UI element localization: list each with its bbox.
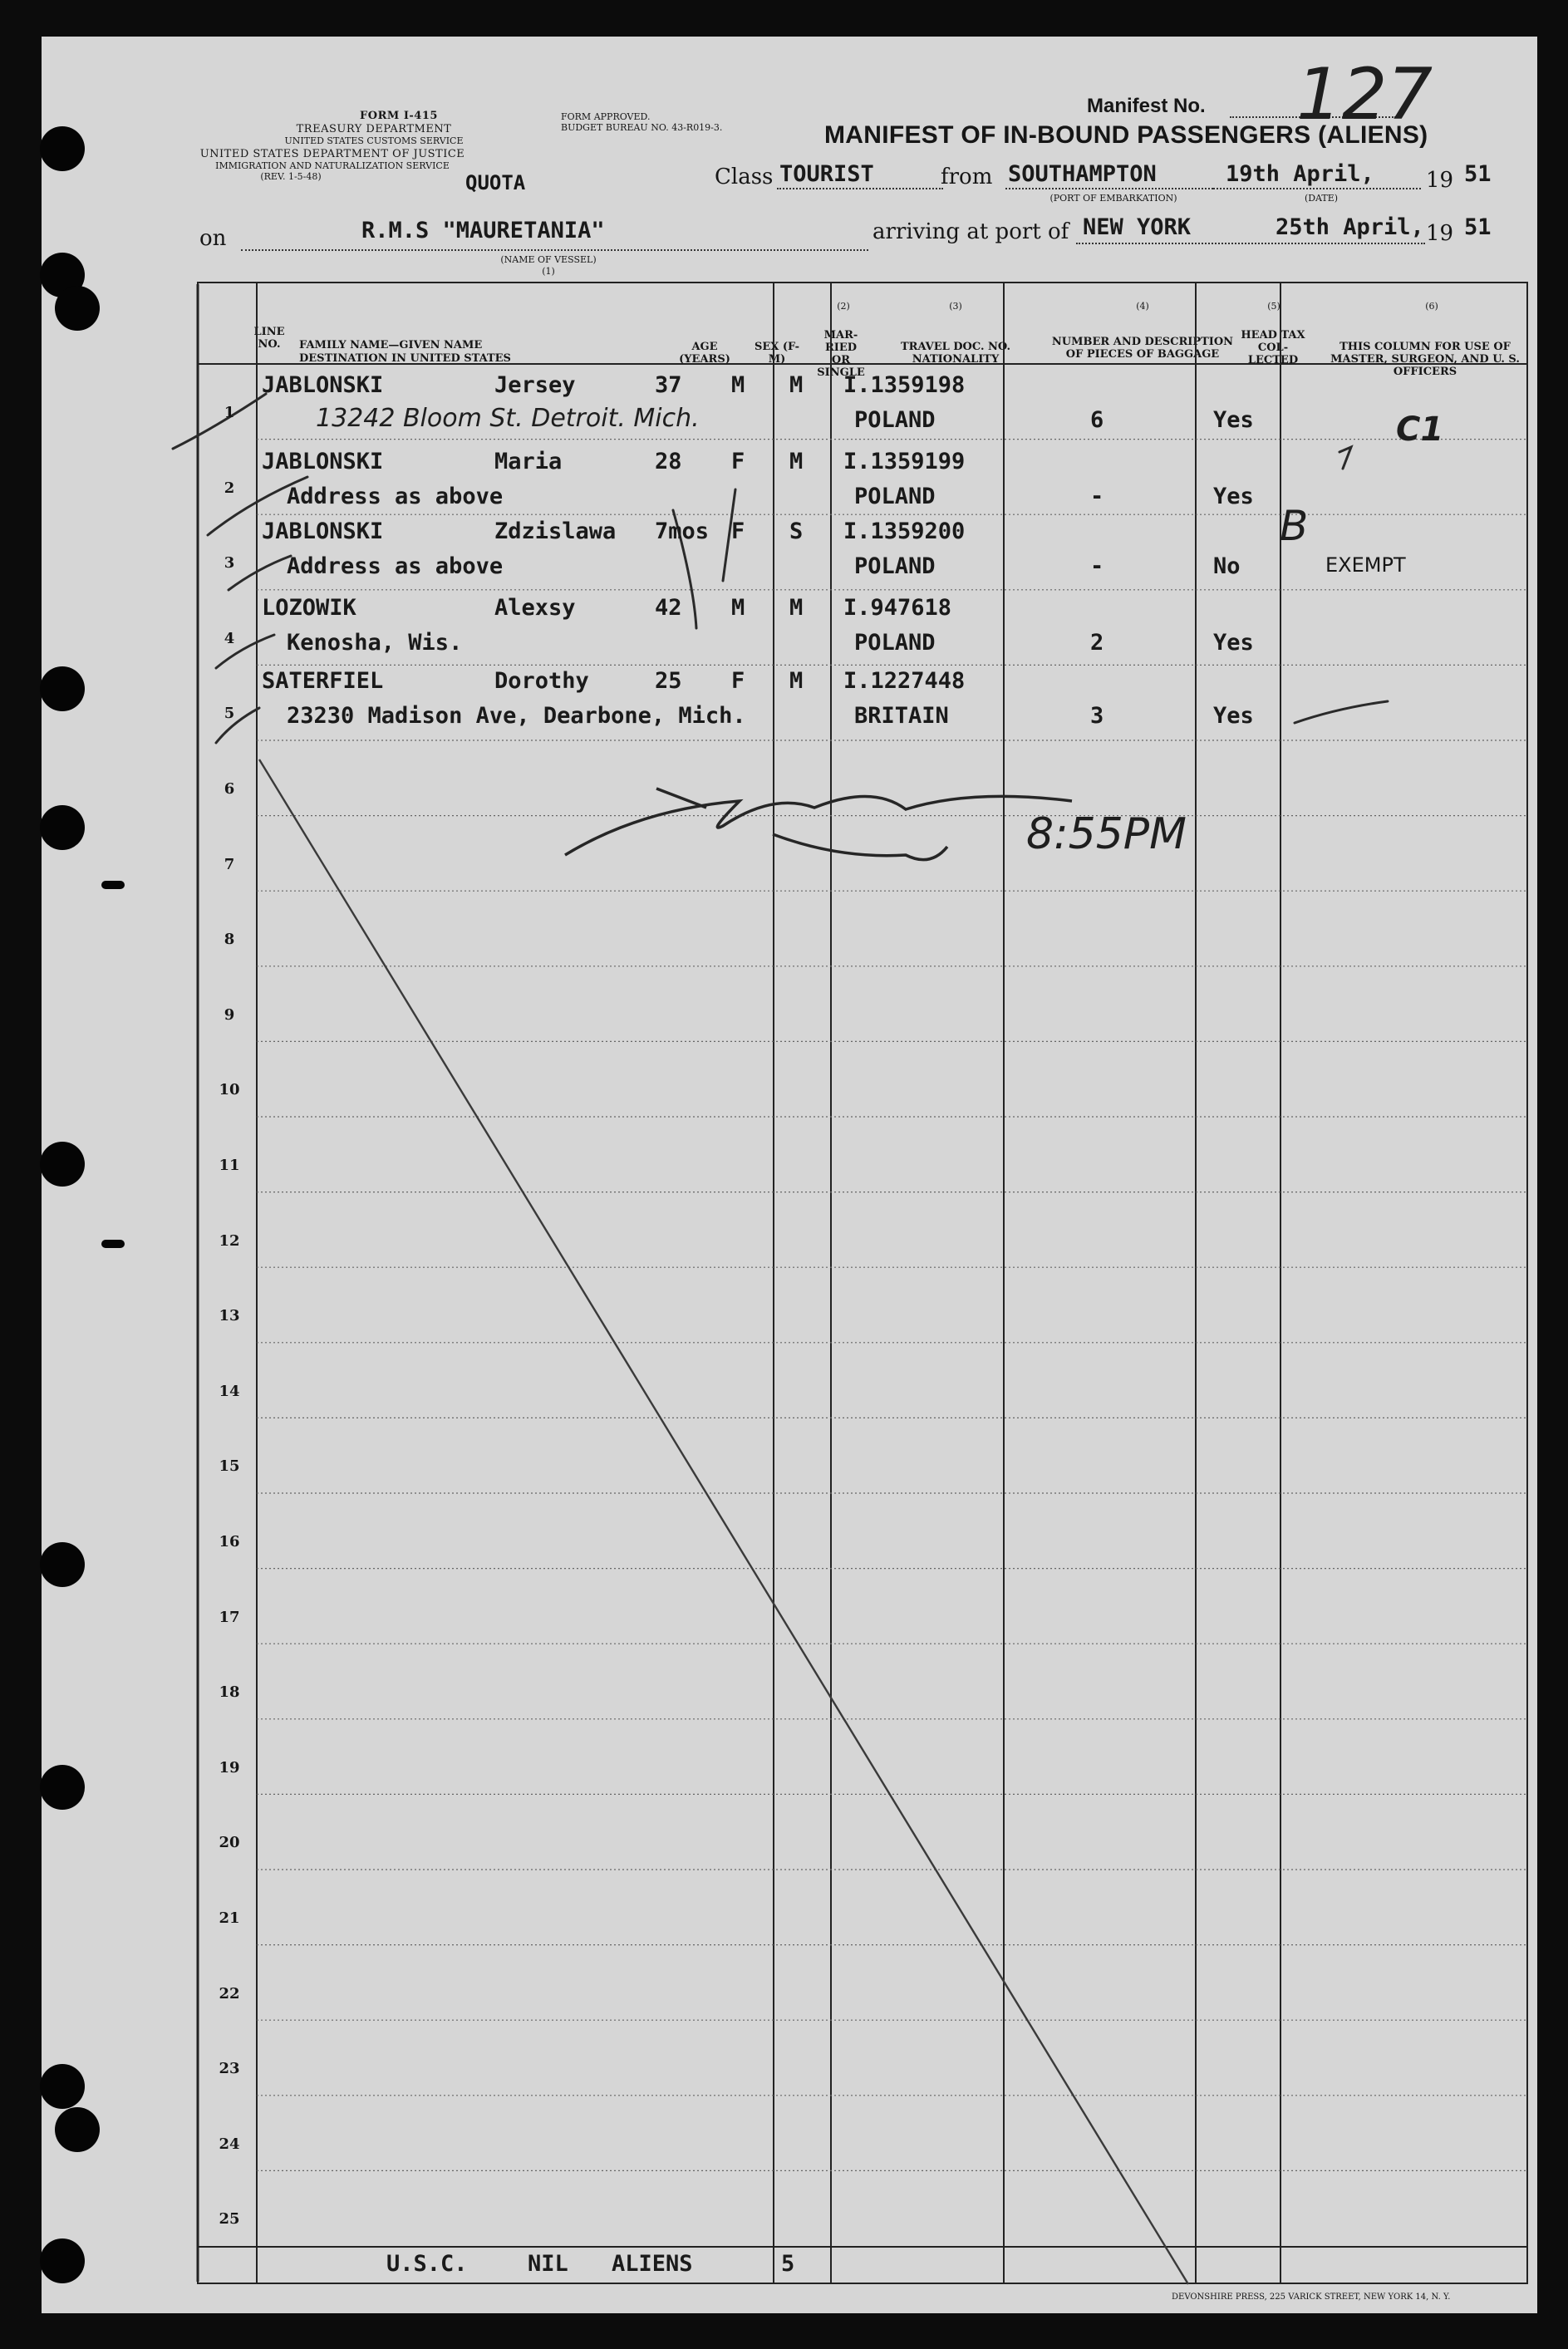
passenger-nationality: POLAND bbox=[854, 553, 936, 579]
passenger-destination: Kenosha, Wis. bbox=[287, 630, 463, 656]
col-sex-header: SEX (F-M) bbox=[754, 341, 800, 366]
passenger-sex: F bbox=[731, 518, 745, 544]
passenger-doc: I.1359198 bbox=[843, 372, 966, 398]
col-num-3: (3) bbox=[949, 301, 962, 312]
col-officers-header: THIS COLUMN FOR USE OF MASTER, SURGEON, AND U. S. OFFICERS bbox=[1330, 341, 1520, 378]
customs-service: UNITED STATES CUSTOMS SERVICE bbox=[284, 135, 464, 146]
col-num-4: (4) bbox=[1136, 301, 1149, 312]
passenger-given: Dorothy bbox=[494, 668, 589, 694]
immigration-service: IMMIGRATION AND NATURALIZATION SERVICE bbox=[215, 160, 450, 171]
line-number: 7 bbox=[224, 855, 235, 873]
form-revision: (REV. 1-5-48) bbox=[260, 171, 322, 182]
printer-credit: DEVONSHIRE PRESS, 225 VARICK STREET, NEW YORK 14, N. Y. bbox=[1172, 2292, 1451, 2302]
budget-bureau: BUDGET BUREAU NO. 43-R019-3. bbox=[561, 122, 723, 133]
col-age-header: AGE (YEARS) bbox=[679, 341, 730, 366]
footer-total: 5 bbox=[781, 2251, 795, 2277]
page-title: MANIFEST OF IN-BOUND PASSENGERS (ALIENS) bbox=[824, 121, 1428, 149]
passenger-family: JABLONSKI bbox=[262, 449, 384, 474]
vessel-col-num: (1) bbox=[542, 266, 555, 277]
passenger-marital: M bbox=[789, 668, 804, 694]
line-number: 15 bbox=[219, 1457, 240, 1476]
arriving-label: arriving at port of bbox=[872, 219, 1069, 244]
form-approved: FORM APPROVED. bbox=[561, 111, 651, 122]
line-number: 1 bbox=[224, 404, 235, 421]
manifest-page bbox=[42, 37, 1537, 2313]
line-number: 24 bbox=[219, 2135, 240, 2153]
line-number: 9 bbox=[224, 1005, 235, 1024]
line-number: 23 bbox=[219, 2060, 240, 2078]
passenger-age: 37 bbox=[655, 372, 682, 398]
col-destination-header: DESTINATION IN UNITED STATES bbox=[299, 352, 511, 365]
line-number: 25 bbox=[219, 2210, 240, 2229]
line-number: 5 bbox=[224, 705, 235, 723]
embark-year: 51 bbox=[1464, 161, 1492, 187]
tax-note-b: B bbox=[1280, 502, 1309, 550]
exempt-note: EXEMPT bbox=[1325, 553, 1406, 577]
line-number: 14 bbox=[219, 1382, 240, 1400]
col-travel-doc-header: TRAVEL DOC. NO. NATIONALITY bbox=[900, 341, 1011, 366]
passenger-family: SATERFIEL bbox=[262, 668, 384, 694]
passenger-destination: 23230 Madison Ave, Dearbone, Mich. bbox=[287, 703, 746, 729]
arrival-year: 51 bbox=[1464, 214, 1492, 240]
passenger-given: Alexsy bbox=[494, 595, 576, 621]
passenger-tax: Yes bbox=[1213, 630, 1254, 656]
line-number: 16 bbox=[219, 1533, 240, 1550]
class-label: Class bbox=[715, 165, 774, 189]
passenger-baggage: 3 bbox=[1090, 703, 1104, 729]
passenger-given: Maria bbox=[494, 449, 563, 474]
passenger-marital: M bbox=[789, 372, 804, 398]
col-married-header: MAR-RIED OR SINGLE bbox=[817, 329, 865, 379]
quota-label: QUOTA bbox=[465, 171, 526, 194]
passenger-nationality: BRITAIN bbox=[854, 703, 949, 729]
time-note: 8:55PM bbox=[1026, 809, 1187, 859]
arrival-year-prefix: 19 bbox=[1426, 221, 1454, 246]
arrival-port: NEW YORK bbox=[1083, 214, 1192, 240]
vessel-caption: (NAME OF VESSEL) bbox=[500, 254, 597, 265]
col-head-tax-header: HEAD TAX COL-LECTED bbox=[1241, 329, 1305, 366]
passenger-baggage: 6 bbox=[1090, 407, 1104, 433]
col-num-2: (2) bbox=[837, 301, 850, 312]
footer-nil: NIL bbox=[528, 2251, 568, 2277]
line-number: 6 bbox=[224, 780, 235, 798]
col-num-5: (5) bbox=[1267, 301, 1280, 312]
date-caption: (DATE) bbox=[1304, 193, 1339, 204]
passenger-tax: No bbox=[1213, 553, 1241, 579]
passenger-age: 7mos bbox=[655, 518, 710, 544]
passenger-family: JABLONSKI bbox=[262, 518, 384, 544]
embarkation-date: 19th April, bbox=[1226, 161, 1374, 187]
passenger-sex: M bbox=[731, 595, 745, 621]
passenger-baggage: - bbox=[1090, 553, 1104, 579]
passenger-family: LOZOWIK bbox=[262, 595, 356, 621]
justice-department: UNITED STATES DEPARTMENT OF JUSTICE bbox=[199, 148, 465, 160]
passenger-destination: Address as above bbox=[287, 484, 504, 509]
passenger-nationality: POLAND bbox=[854, 407, 936, 433]
line-number: 19 bbox=[219, 1758, 240, 1776]
passenger-sex: F bbox=[731, 668, 745, 694]
passenger-sex: M bbox=[731, 372, 745, 398]
passenger-nationality: POLAND bbox=[854, 484, 936, 509]
line-number: 20 bbox=[219, 1834, 240, 1852]
class-value: TOURIST bbox=[779, 161, 874, 187]
passenger-family: JABLONSKI bbox=[262, 372, 384, 398]
treasury-department: TREASURY DEPARTMENT bbox=[296, 123, 452, 135]
passenger-destination: 13242 Bloom St. Detroit. Mich. bbox=[316, 404, 700, 433]
passenger-marital: S bbox=[789, 518, 804, 544]
manifest-no-label: Manifest No. bbox=[1087, 95, 1206, 117]
manifest-number: 127 bbox=[1296, 53, 1433, 136]
col-num-6: (6) bbox=[1425, 301, 1438, 312]
passenger-baggage: - bbox=[1090, 484, 1104, 509]
passenger-tax: Yes bbox=[1213, 703, 1254, 729]
on-label: on bbox=[199, 226, 227, 251]
line-number: 18 bbox=[219, 1683, 240, 1702]
passenger-tax: Yes bbox=[1213, 484, 1254, 509]
passenger-doc: I.947618 bbox=[843, 595, 952, 621]
passenger-baggage: 2 bbox=[1090, 630, 1104, 656]
col-baggage-header: NUMBER AND DESCRIPTION OF PIECES OF BAGGAGE bbox=[1051, 336, 1234, 361]
passenger-marital: M bbox=[789, 595, 804, 621]
passenger-age: 28 bbox=[655, 449, 682, 474]
line-number: 21 bbox=[219, 1909, 240, 1927]
line-number: 10 bbox=[219, 1081, 240, 1099]
footer-aliens: ALIENS bbox=[612, 2251, 693, 2277]
passenger-nationality: POLAND bbox=[854, 630, 936, 656]
vessel-name: R.M.S "MAURETANIA" bbox=[361, 218, 605, 243]
passenger-given: Zdzislawa bbox=[494, 518, 617, 544]
officer-note: C1 bbox=[1396, 410, 1444, 449]
line-number: 3 bbox=[224, 554, 235, 573]
arrival-date: 25th April, bbox=[1276, 214, 1424, 240]
passenger-doc: I.1359199 bbox=[843, 449, 966, 474]
line-number: 13 bbox=[219, 1307, 240, 1325]
col-line-header: LINE NO. bbox=[253, 326, 285, 351]
line-number: 22 bbox=[219, 1984, 240, 2003]
passenger-age: 42 bbox=[655, 595, 682, 621]
passenger-destination: Address as above bbox=[287, 553, 504, 579]
from-label: from bbox=[941, 165, 993, 189]
embark-year-prefix: 19 bbox=[1426, 168, 1454, 193]
form-number: FORM I-415 bbox=[360, 110, 438, 122]
line-number: 8 bbox=[224, 931, 235, 949]
embarkation-port: SOUTHAMPTON bbox=[1008, 161, 1157, 187]
passenger-tax: Yes bbox=[1213, 407, 1254, 433]
passenger-sex: F bbox=[731, 449, 745, 474]
col-name-header: FAMILY NAME—GIVEN NAME bbox=[299, 339, 483, 351]
passenger-given: Jersey bbox=[494, 372, 576, 398]
port-caption: (PORT OF EMBARKATION) bbox=[1049, 193, 1177, 204]
passenger-doc: I.1359200 bbox=[843, 518, 966, 544]
passenger-doc: I.1227448 bbox=[843, 668, 966, 694]
line-number: 17 bbox=[219, 1608, 240, 1626]
footer-usc: U.S.C. bbox=[386, 2251, 468, 2277]
line-number: 12 bbox=[219, 1231, 240, 1250]
line-number: 11 bbox=[219, 1157, 240, 1174]
line-number: 4 bbox=[224, 629, 235, 647]
passenger-marital: M bbox=[789, 449, 804, 474]
line-number: 2 bbox=[224, 479, 235, 497]
passenger-age: 25 bbox=[655, 668, 682, 694]
